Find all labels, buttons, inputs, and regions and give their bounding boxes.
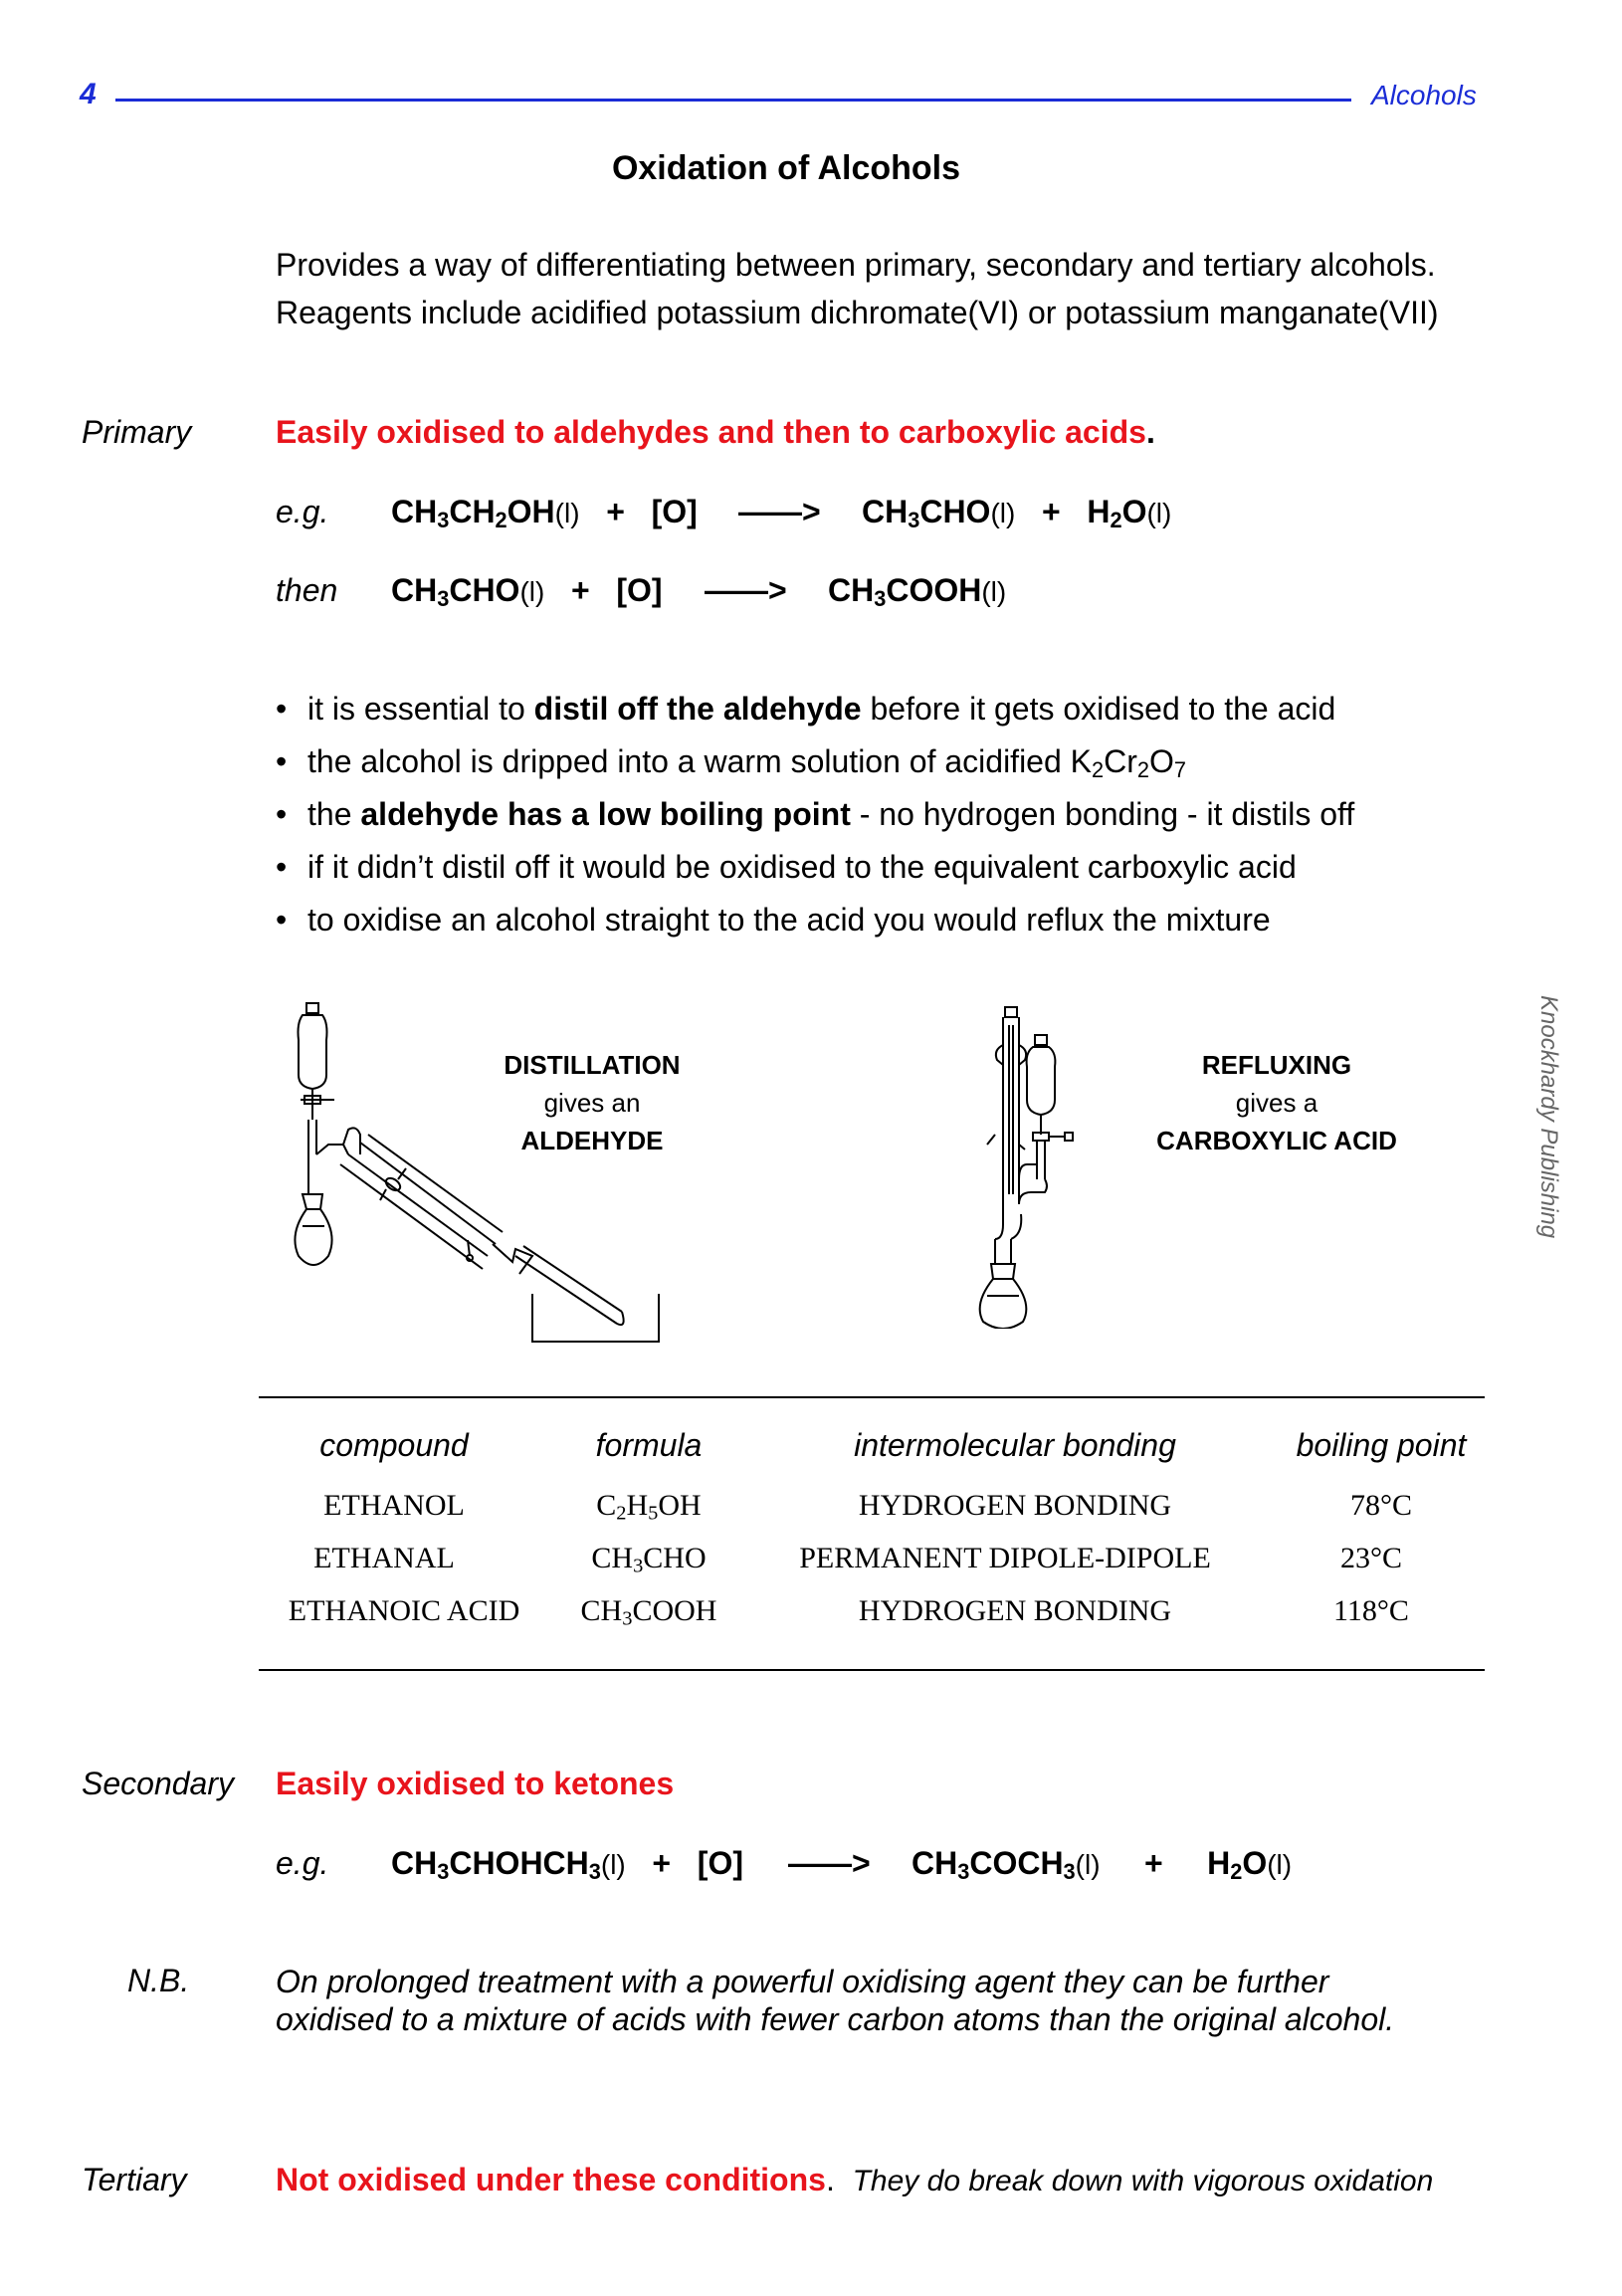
tertiary-statement: Not oxidised under these conditions. They do break down with vigorous oxidation bbox=[276, 2162, 1434, 2197]
primary-eq2-reactants: $CH_3CHO(l)$ + [O] bbox=[391, 572, 663, 611]
nb-text bbox=[276, 1963, 1394, 2038]
publisher-credit: Knockhardy Publishing bbox=[1535, 995, 1562, 1239]
primary-eq1-products: $CH_3CHO(l)$ + $H_2O(l)$ bbox=[862, 494, 1172, 532]
reflux-product: CARBOXYLIC ACID bbox=[1156, 1126, 1397, 1155]
eg-label: e.g. bbox=[276, 494, 329, 529]
bonding-ethanoic-acid: HYDROGEN BONDING bbox=[858, 1594, 1172, 1627]
bonding-ethanal: PERMANENT DIPOLE-DIPOLE bbox=[799, 1542, 1211, 1574]
list-item: • the aldehyde has a low boiling point - no hydrogen bonding - it distils off bbox=[276, 788, 1354, 841]
distillation-title: DISTILLATION bbox=[504, 1050, 681, 1080]
table-row: ETHANOL bbox=[323, 1489, 465, 1522]
table-top-rule bbox=[259, 1396, 1485, 1398]
bp-ethanol: 78°C bbox=[1349, 1489, 1412, 1522]
nb-line-1: On prolonged treatment with a powerful oxidising agent they can be further bbox=[276, 1964, 1329, 1999]
formula-ethanol: $C_2H_5OH$ bbox=[596, 1489, 702, 1525]
table-header-compound: compound bbox=[319, 1427, 469, 1463]
secondary-eq-reactants: $CH_3CHOHCH_3(l)$ + [O] bbox=[391, 1845, 743, 1884]
page-title: Oxidation of Alcohols bbox=[611, 149, 961, 187]
secondary-eg-label: e.g. bbox=[276, 1845, 329, 1881]
intro-line-2: Reagents include acidified potassium dichromate(VI) or potassium manganate(VII) bbox=[276, 295, 1439, 330]
list-item: • if it didn’t distil off it would be oxidised to the equivalent carboxylic acid bbox=[276, 841, 1354, 894]
then-label: then bbox=[276, 572, 338, 608]
primary-eq1-reactants: $CH_3CH_2OH(l)$ + [O] bbox=[391, 494, 698, 532]
header-rule bbox=[115, 99, 1351, 102]
list-item: • to oxidise an alcohol straight to the acid you would reflux the mixture bbox=[276, 894, 1354, 946]
primary-label: Primary bbox=[82, 414, 192, 450]
distillation-caption bbox=[443, 1046, 741, 1159]
secondary-eq-products: $CH_3COCH_3(l)$ + $H_2O(l)$ bbox=[912, 1845, 1293, 1884]
secondary-label: Secondary bbox=[82, 1766, 234, 1801]
distillation-product: ALDEHYDE bbox=[520, 1126, 664, 1155]
bp-ethanoic-acid: 118°C bbox=[1333, 1594, 1409, 1627]
formula-ethanal: $CH_3CHO$ bbox=[591, 1542, 707, 1577]
bp-ethanal: 23°C bbox=[1339, 1542, 1402, 1574]
intro-line-1: Provides a way of differentiating between primary, secondary and tertiary alcohols. bbox=[276, 247, 1436, 283]
table-bottom-rule bbox=[259, 1669, 1485, 1671]
reflux-apparatus-diagram bbox=[965, 1005, 1075, 1329]
primary-notes-list bbox=[276, 683, 1354, 946]
secondary-statement: Easily oxidised to ketones bbox=[276, 1766, 675, 1801]
table-row: ETHANOIC ACID bbox=[288, 1594, 520, 1627]
section-title: Alcohols bbox=[1371, 80, 1477, 110]
nb-line-2: oxidised to a mixture of acids with fewer carbon atoms than the original alcohol. bbox=[276, 2001, 1395, 2037]
bonding-ethanol: HYDROGEN BONDING bbox=[858, 1489, 1172, 1522]
primary-statement: Easily oxidised to aldehydes and then to carboxylic acids. bbox=[276, 414, 1155, 450]
reflux-caption bbox=[1127, 1046, 1426, 1159]
reflux-middle: gives a bbox=[1235, 1088, 1318, 1118]
primary-eq2-products: $CH_3COOH(l)$ bbox=[828, 572, 1007, 611]
tertiary-label: Tertiary bbox=[82, 2162, 187, 2197]
table-header-formula: formula bbox=[595, 1427, 703, 1463]
primary-equation-1 bbox=[276, 494, 328, 530]
distillation-middle: gives an bbox=[543, 1088, 641, 1118]
formula-ethanoic-acid: $CH_3COOH$ bbox=[580, 1594, 717, 1630]
table-row: ETHANAL bbox=[313, 1542, 455, 1574]
table-header-boiling-point: boiling point bbox=[1296, 1427, 1467, 1463]
table-header-bonding: intermolecular bonding bbox=[854, 1427, 1176, 1463]
primary-eq1-arrow: ——> bbox=[738, 494, 821, 529]
list-item: • it is essential to distil off the aldehyde before it gets oxidised to the acid bbox=[276, 683, 1354, 735]
page-number: 4 bbox=[80, 78, 97, 110]
list-item: • the alcohol is dripped into a warm solution of acidified $K_2Cr_2O_7$ bbox=[276, 735, 1354, 788]
secondary-eq-arrow: ——> bbox=[788, 1845, 871, 1881]
nb-label: N.B. bbox=[127, 1963, 190, 1998]
reflux-title: REFLUXING bbox=[1201, 1050, 1352, 1080]
primary-eq2-arrow: ——> bbox=[705, 572, 787, 608]
